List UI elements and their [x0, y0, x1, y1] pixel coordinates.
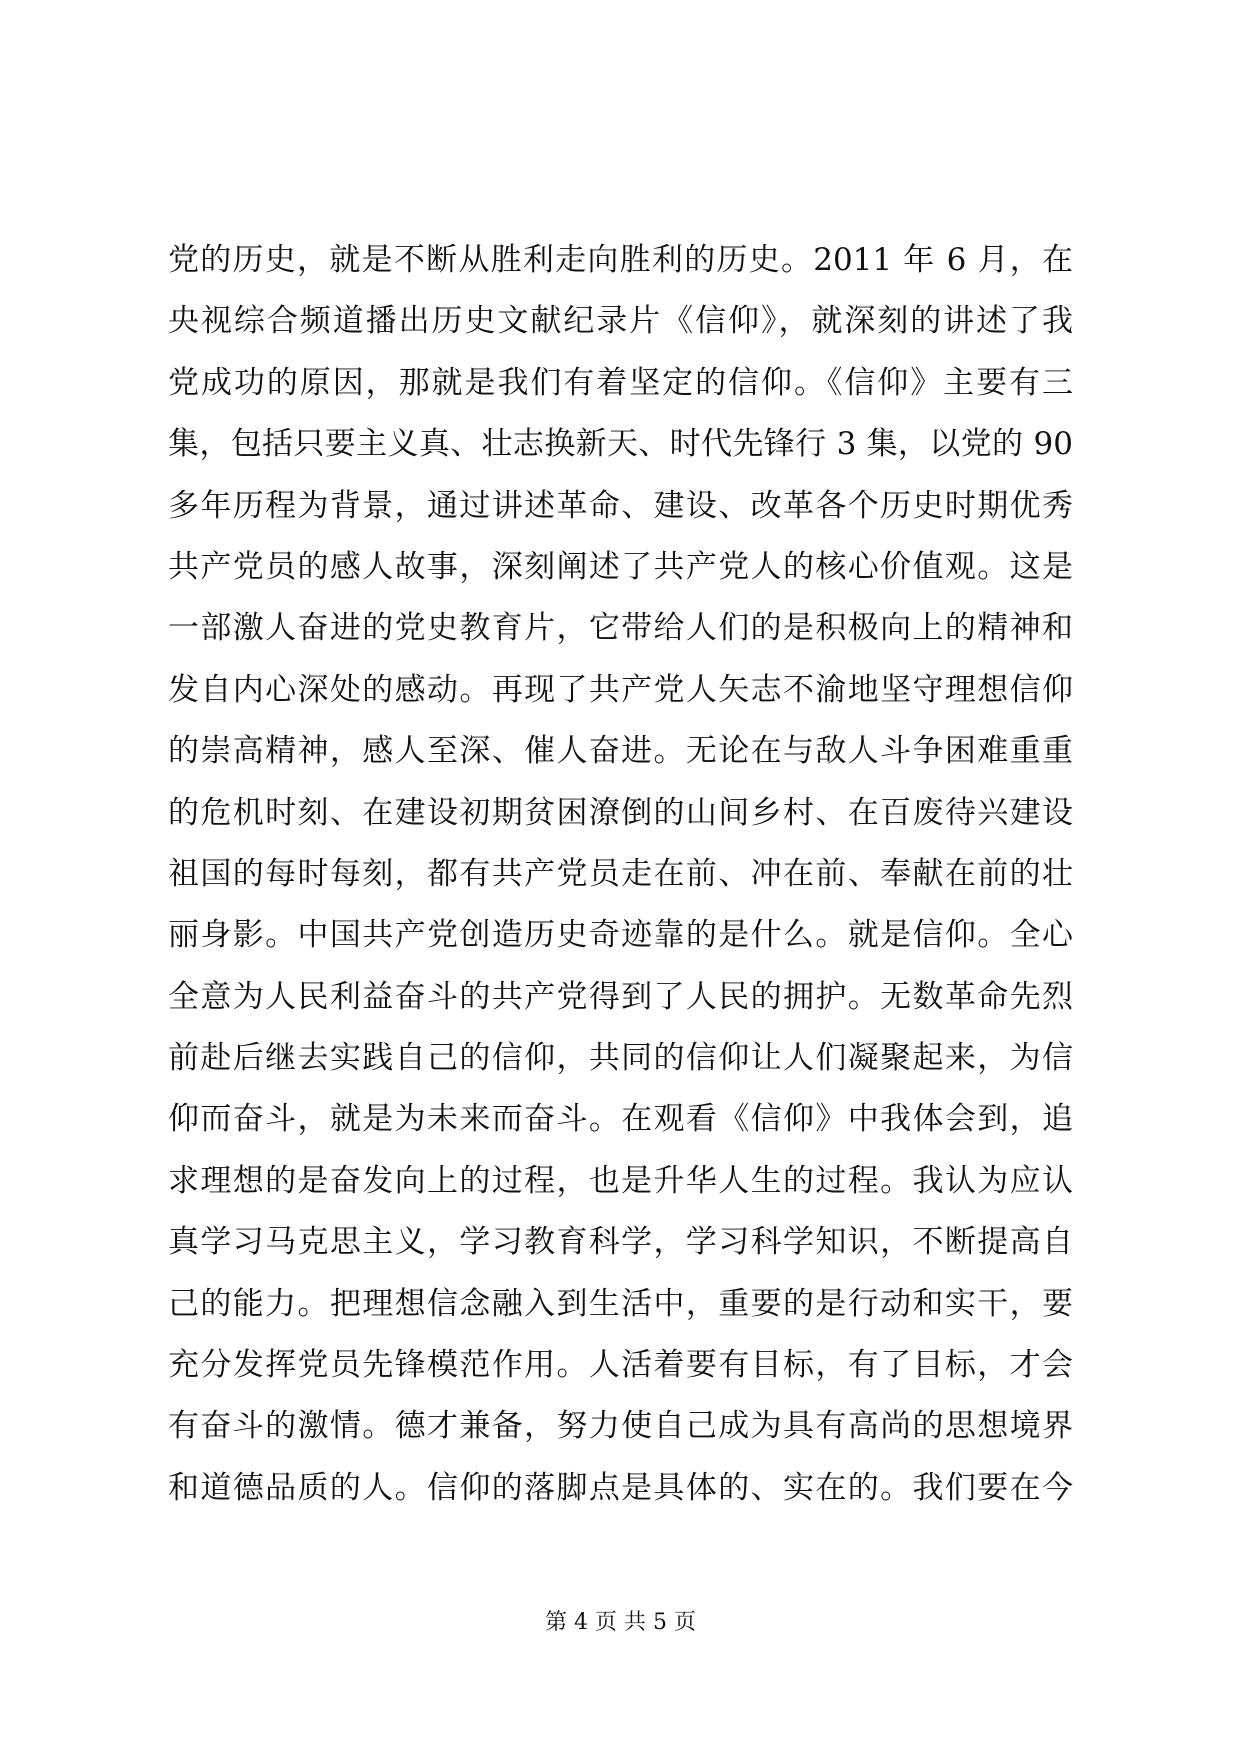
text-line: 前赴后继去实践自己的信仰，共同的信仰让人们凝聚起来，为信 — [168, 1040, 1073, 1077]
text-line: 的危机时刻、在建设初期贫困潦倒的山间乡村、在百废待兴建设 — [168, 794, 1073, 831]
text-line: 全意为人民利益奋斗的共产党得到了人民的拥护。无数革命先烈 — [168, 978, 1073, 1015]
text-line: 和道德品质的人。信仰的落脚点是具体的、实在的。我们要在今 — [168, 1469, 1073, 1506]
text-line: 祖国的每时每刻，都有共产党员走在前、冲在前、奉献在前的壮 — [168, 855, 1073, 892]
text-line: 共产党员的感人故事，深刻阐述了共产党人的核心价值观。这是 — [168, 548, 1073, 585]
text-line: 的崇高精神，感人至深、催人奋进。无论在与敌人斗争困难重重 — [168, 733, 1073, 770]
page-number-footer: 第 4 页 共 5 页 — [545, 1610, 696, 1635]
text-line: 发自内心深处的感动。再现了共产党人矢志不渝地坚守理想信仰 — [168, 671, 1073, 708]
text-line: 集，包括只要主义真、壮志换新天、时代先锋行 3 集，以党的 90 — [168, 426, 1073, 463]
body-paragraph — [168, 230, 1073, 1519]
text-line: 党的历史，就是不断从胜利走向胜利的历史。2011 年 6 月，在 — [168, 242, 1073, 278]
text-line: 己的能力。把理想信念融入到生活中，重要的是行动和实干，要 — [168, 1285, 1073, 1322]
text-line: 有奋斗的激情。德才兼备，努力使自己成为具有高尚的思想境界 — [168, 1408, 1073, 1445]
text-line: 真学习马克思主义，学习教育科学，学习科学知识，不断提高自 — [168, 1224, 1073, 1261]
text-line: 丽身影。中国共产党创造历史奇迹靠的是什么。就是信仰。全心 — [168, 917, 1073, 954]
text-line: 央视综合频道播出历史文献纪录片《信仰》，就深刻的讲述了我 — [168, 303, 1073, 340]
text-line: 一部激人奋进的党史教育片，它带给人们的是积极向上的精神和 — [168, 610, 1073, 647]
text-line: 仰而奋斗，就是为未来而奋斗。在观看《信仰》中我体会到，追 — [168, 1101, 1073, 1138]
text-line: 党成功的原因，那就是我们有着坚定的信仰。《信仰》主要有三 — [168, 364, 1073, 401]
text-line: 充分发挥党员先锋模范作用。人活着要有目标，有了目标，才会 — [168, 1347, 1073, 1384]
text-line: 多年历程为背景，通过讲述革命、建设、改革各个历史时期优秀 — [168, 487, 1073, 524]
text-line: 求理想的是奋发向上的过程，也是升华人生的过程。我认为应认 — [168, 1162, 1073, 1199]
